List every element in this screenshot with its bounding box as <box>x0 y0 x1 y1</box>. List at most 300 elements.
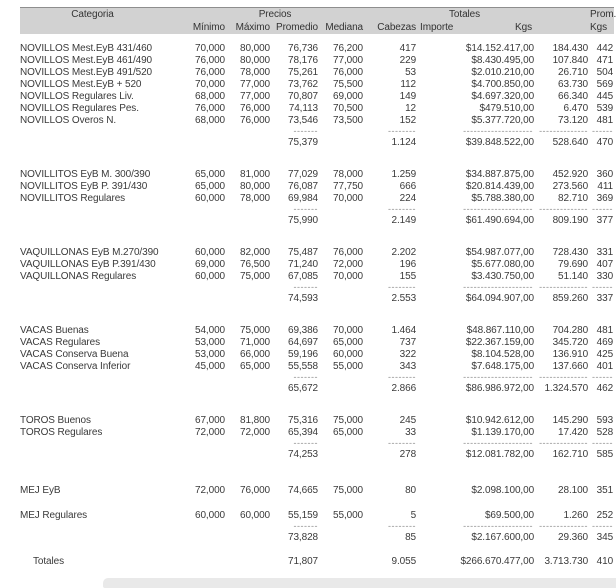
cell-mediana: 77,750 <box>333 181 364 192</box>
cell-categoria: NOVILLOS Regulares Liv. <box>20 91 134 102</box>
cell-mediana: 73,500 <box>333 115 364 126</box>
subtotal-maximo <box>227 136 272 148</box>
separator-row <box>0 126 615 136</box>
subtotal-maximo <box>227 382 272 394</box>
subtotal-importe: $86.986.972,00 <box>465 383 535 394</box>
col-header-promedio: Promedio <box>276 22 318 33</box>
cell-minimo: 60,000 <box>195 271 225 282</box>
subtotal-prom-kgs: 585 <box>596 449 614 460</box>
cell-promedio: 75,487 <box>288 247 318 258</box>
sep-cell-mediana <box>320 521 365 531</box>
cell-minimo: 65,000 <box>195 181 225 192</box>
cell-mediana: 76,200 <box>333 43 364 54</box>
cell-prom-kgs: 411 <box>597 181 614 192</box>
subtotal-kgs: 809.190 <box>552 215 589 226</box>
cell-categoria: VACAS Buenas <box>20 325 89 336</box>
table-row <box>0 414 615 426</box>
sep-cell-minimo <box>185 204 227 214</box>
spacer-cell <box>0 543 615 555</box>
subtotal-row <box>0 448 615 460</box>
cell-kgs: 728.430 <box>552 247 589 258</box>
table-row <box>0 258 615 270</box>
subtotal-categoria <box>0 531 185 543</box>
table-row <box>0 42 615 54</box>
cell-kgs: 184.430 <box>552 43 589 54</box>
subtotal-prom-kgs: 462 <box>596 383 614 394</box>
cell-cabezas: 245 <box>399 415 417 426</box>
cell-kgs: 51.140 <box>558 271 589 282</box>
cell-cabezas: 152 <box>399 115 417 126</box>
totals-mediana <box>320 555 365 567</box>
cell-importe: $1.139.170,00 <box>471 427 535 438</box>
table-row <box>0 54 615 66</box>
subtotal-cabezas: 2.553 <box>391 293 417 304</box>
sep-cell-categoria <box>0 126 185 136</box>
sep-cell-promedio: ------- <box>293 282 318 292</box>
table-row <box>0 90 615 102</box>
subtotal-cabezas: 1.124 <box>391 137 417 148</box>
subtotal-importe: $39.848.522,00 <box>465 137 535 148</box>
subtotal-cabezas: 278 <box>399 449 417 460</box>
cell-promedio: 69,386 <box>288 325 318 336</box>
cell-promedio: 64,697 <box>288 337 318 348</box>
spacer-cell <box>0 460 615 484</box>
spacer-row <box>0 304 615 324</box>
subtotal-minimo <box>185 382 227 394</box>
cell-promedio: 55,159 <box>288 510 318 521</box>
table-header <box>0 7 615 33</box>
spacer-cell <box>0 33 615 42</box>
subtotal-promedio: 75,379 <box>288 137 318 148</box>
sep-cell-categoria <box>0 282 185 292</box>
cell-maximo: 76,000 <box>240 115 270 126</box>
col-header-kgs: Kgs <box>515 22 532 33</box>
sep-cell-mediana <box>320 282 365 292</box>
cell-cabezas: 80 <box>405 485 417 496</box>
cell-mediana: 75,000 <box>333 485 364 496</box>
subtotal-categoria <box>0 136 185 148</box>
col-header-maximo: Máximo <box>235 22 270 33</box>
spacer-cell <box>0 304 615 324</box>
cell-mediana: 76,000 <box>333 67 364 78</box>
cell-promedio: 76,736 <box>288 43 318 54</box>
table-row <box>0 180 615 192</box>
sep-cell-promedio: ------- <box>293 204 318 214</box>
subtotal-row <box>0 136 615 148</box>
totals-prom-kgs: 410 <box>596 556 614 567</box>
cell-importe: $479.510,00 <box>479 103 535 114</box>
cell-mediana: 77,000 <box>333 55 364 66</box>
sep-cell-prom-kgs: ------ <box>592 521 614 531</box>
separator-row <box>0 282 615 292</box>
cell-categoria: NOVILLITOS Regulares <box>20 193 126 204</box>
cell-categoria: TOROS Buenos <box>20 415 91 426</box>
subtotal-kgs: 29.360 <box>558 532 589 543</box>
cell-categoria: VAQUILLONAS EyB P.391/430 <box>20 259 156 270</box>
cell-cabezas: 12 <box>405 103 417 114</box>
cell-mediana: 55,000 <box>333 510 364 521</box>
subtotal-mediana <box>320 136 365 148</box>
cell-importe: $22.367.159,00 <box>465 337 535 348</box>
cell-prom-kgs: 351 <box>596 485 614 496</box>
sep-cell-prom-kgs: ------ <box>592 438 614 448</box>
cell-kgs: 6.470 <box>563 103 589 114</box>
cell-promedio: 70,807 <box>288 91 318 102</box>
subtotal-minimo <box>185 136 227 148</box>
cell-kgs: 79.690 <box>558 259 589 270</box>
separator-row <box>0 438 615 448</box>
sep-cell-cabezas: -------- <box>388 282 417 292</box>
cell-kgs: 17.420 <box>558 427 589 438</box>
subtotal-mediana <box>320 292 365 304</box>
cell-mediana: 78,000 <box>333 169 364 180</box>
cell-minimo: 53,000 <box>195 349 225 360</box>
spacer-row <box>0 226 615 246</box>
cell-importe: $5.377.720,00 <box>471 115 535 126</box>
spacer-row <box>0 394 615 414</box>
cell-categoria: NOVILLOS Mest.EyB 461/490 <box>20 55 153 66</box>
cell-cabezas: 2.202 <box>391 247 417 258</box>
cell-minimo: 68,000 <box>195 115 225 126</box>
cell-minimo: 65,000 <box>195 169 225 180</box>
cell-maximo: 72,000 <box>240 427 270 438</box>
cell-promedio: 74,113 <box>288 103 318 114</box>
cell-mediana: 65,000 <box>333 427 364 438</box>
sep-cell-maximo <box>227 521 272 531</box>
cell-minimo: 68,000 <box>195 91 225 102</box>
cell-promedio: 75,261 <box>288 67 318 78</box>
cell-promedio: 71,240 <box>288 259 318 270</box>
spacer-cell <box>0 394 615 414</box>
table-row <box>0 270 615 282</box>
cell-promedio: 78,176 <box>288 55 318 66</box>
subtotal-kgs: 162.710 <box>552 449 589 460</box>
cell-mediana: 76,000 <box>333 247 364 258</box>
price-table <box>0 7 615 567</box>
header-spacer-kgs <box>535 7 590 20</box>
cell-cabezas: 224 <box>399 193 417 204</box>
subtotal-prom-kgs: 470 <box>596 137 614 148</box>
cell-kgs: 452.920 <box>552 169 589 180</box>
sep-cell-promedio: ------- <box>293 372 318 382</box>
sep-cell-mediana <box>320 204 365 214</box>
sep-cell-promedio: ------- <box>293 438 318 448</box>
bottom-scroll-strip <box>103 578 616 588</box>
cell-kgs: 137.660 <box>552 361 589 372</box>
cell-minimo: 45,000 <box>195 361 225 372</box>
totals-label: Totales <box>33 556 64 567</box>
cell-kgs: 28.100 <box>558 485 589 496</box>
sep-cell-kgs: -------------- <box>539 282 589 292</box>
subtotal-minimo <box>185 531 227 543</box>
cell-maximo: 76,000 <box>240 485 270 496</box>
sep-cell-prom-kgs: ------ <box>592 282 614 292</box>
cell-cabezas: 737 <box>399 337 417 348</box>
cell-prom-kgs: 539 <box>596 103 614 114</box>
cell-prom-kgs: 469 <box>596 337 614 348</box>
subtotal-cabezas: 85 <box>405 532 417 543</box>
cell-minimo: 70,000 <box>195 43 225 54</box>
cell-prom-kgs: 593 <box>596 415 614 426</box>
sep-cell-mediana <box>320 438 365 448</box>
cell-promedio: 77,029 <box>288 169 318 180</box>
cell-mediana: 72,000 <box>333 259 364 270</box>
cell-cabezas: 322 <box>399 349 417 360</box>
spacer-cell <box>0 496 615 509</box>
cell-kgs: 273.560 <box>552 181 589 192</box>
cell-cabezas: 229 <box>399 55 417 66</box>
cell-importe: $69.500,00 <box>484 510 535 521</box>
cell-prom-kgs: 528 <box>596 427 614 438</box>
subtotal-maximo <box>227 214 272 226</box>
sep-cell-promedio: ------- <box>293 521 318 531</box>
table-row <box>0 102 615 114</box>
col-header-mediana: Mediana <box>325 22 364 33</box>
cell-categoria: VACAS Conserva Inferior <box>20 361 131 372</box>
cell-cabezas: 196 <box>399 259 417 270</box>
sep-cell-importe: -------------------- <box>463 282 534 292</box>
table-row <box>0 66 615 78</box>
cell-categoria: NOVILLOS Mest.EyB + 520 <box>20 79 142 90</box>
cell-cabezas: 417 <box>399 43 417 54</box>
totals-importe: $266.670.477,00 <box>460 556 535 567</box>
subtotal-maximo <box>227 531 272 543</box>
cell-maximo: 77,000 <box>240 79 270 90</box>
sep-cell-minimo <box>185 126 227 136</box>
cell-minimo: 72,000 <box>195 427 225 438</box>
cell-categoria: VACAS Conserva Buena <box>20 349 129 360</box>
cell-mediana: 70,500 <box>333 103 364 114</box>
cell-prom-kgs: 425 <box>596 349 614 360</box>
subtotal-categoria <box>0 382 185 394</box>
col-header-minimo: Mínimo <box>192 22 225 33</box>
table-row <box>0 324 615 336</box>
subtotal-promedio: 65,672 <box>288 383 318 394</box>
cell-categoria: VACAS Regulares <box>20 337 101 348</box>
separator-row <box>0 372 615 382</box>
header-row-columns <box>0 20 615 33</box>
table-row <box>0 484 615 496</box>
sep-cell-cabezas: -------- <box>388 438 417 448</box>
cell-maximo: 75,000 <box>240 325 270 336</box>
subtotal-row <box>0 382 615 394</box>
cell-kgs: 1.260 <box>563 510 589 521</box>
cell-kgs: 136.910 <box>552 349 589 360</box>
cell-kgs: 704.280 <box>552 325 589 336</box>
sep-cell-importe: -------------------- <box>463 438 534 448</box>
sep-cell-minimo <box>185 282 227 292</box>
col-header-precios: Precios <box>258 9 292 20</box>
cell-cabezas: 149 <box>399 91 417 102</box>
cell-cabezas: 112 <box>400 79 417 90</box>
cell-promedio: 73,546 <box>288 115 318 126</box>
cell-cabezas: 1.259 <box>391 169 417 180</box>
cell-mediana: 65,000 <box>333 337 364 348</box>
subtotal-minimo <box>185 214 227 226</box>
totals-row <box>0 555 615 567</box>
sep-cell-prom-kgs: ------ <box>592 126 614 136</box>
cell-promedio: 59,196 <box>288 349 318 360</box>
sep-cell-kgs: -------------- <box>539 126 589 136</box>
cell-cabezas: 666 <box>399 181 417 192</box>
subtotal-categoria <box>0 214 185 226</box>
sep-cell-importe: -------------------- <box>463 126 534 136</box>
cell-categoria: MEJ Regulares <box>20 510 88 521</box>
cell-kgs: 107.840 <box>552 55 589 66</box>
subtotal-row <box>0 292 615 304</box>
cell-mediana: 75,500 <box>333 79 364 90</box>
sep-cell-mediana <box>320 126 365 136</box>
cell-maximo: 76,500 <box>240 259 270 270</box>
col-header-categoria: Categoria <box>71 9 114 20</box>
cell-categoria: NOVILLITOS EyB P. 391/430 <box>20 181 148 192</box>
cell-promedio: 69,984 <box>288 193 318 204</box>
cell-importe: $8.430.495,00 <box>471 55 535 66</box>
cell-cabezas: 33 <box>405 427 417 438</box>
cell-importe: $34.887.875,00 <box>465 169 535 180</box>
cell-kgs: 63.730 <box>558 79 589 90</box>
sep-cell-mediana <box>320 372 365 382</box>
header-row-groups <box>0 7 615 20</box>
table-row <box>0 168 615 180</box>
cell-kgs: 145.290 <box>552 415 589 426</box>
cell-categoria: VAQUILLONAS EyB M.270/390 <box>20 247 159 258</box>
cell-promedio: 74,665 <box>288 485 318 496</box>
subtotal-importe: $61.490.694,00 <box>465 215 535 226</box>
subtotal-prom-kgs: 345 <box>596 532 614 543</box>
col-header-totales: Totales <box>449 9 481 20</box>
table-row <box>0 348 615 360</box>
table-row <box>0 426 615 438</box>
table-row <box>0 360 615 372</box>
cell-maximo: 66,000 <box>240 349 270 360</box>
subtotal-kgs: 528.640 <box>552 137 589 148</box>
cell-mediana: 60,000 <box>333 349 364 360</box>
separator-row <box>0 204 615 214</box>
table-row <box>0 78 615 90</box>
sep-cell-promedio: ------- <box>293 126 318 136</box>
subtotal-cabezas: 2.149 <box>391 215 417 226</box>
cell-categoria: NOVILLITOS EyB M. 300/390 <box>20 169 151 180</box>
sep-cell-minimo <box>185 521 227 531</box>
subtotal-kgs: 859.260 <box>552 293 589 304</box>
subtotal-mediana <box>320 214 365 226</box>
sep-cell-importe: -------------------- <box>463 372 534 382</box>
cell-maximo: 80,000 <box>240 181 270 192</box>
cell-prom-kgs: 252 <box>596 510 614 521</box>
cell-minimo: 76,000 <box>195 67 225 78</box>
subtotal-categoria <box>0 292 185 304</box>
cell-promedio: 67,085 <box>288 271 318 282</box>
cell-importe: $2.010.210,00 <box>471 67 535 78</box>
subtotal-promedio: 73,828 <box>288 532 318 543</box>
spacer-cell <box>0 148 615 168</box>
cell-maximo: 81,000 <box>240 169 270 180</box>
cell-importe: $14.152.417,00 <box>465 43 535 54</box>
subtotal-mediana <box>320 448 365 460</box>
subtotal-prom-kgs: 377 <box>596 215 614 226</box>
sep-cell-categoria <box>0 204 185 214</box>
cell-categoria: NOVILLOS Mest.EyB 491/520 <box>20 67 153 78</box>
table-row <box>0 336 615 348</box>
cell-promedio: 76,087 <box>288 181 318 192</box>
cell-maximo: 82,000 <box>240 247 270 258</box>
cell-minimo: 60,000 <box>195 247 225 258</box>
cell-prom-kgs: 330 <box>596 271 614 282</box>
sep-cell-maximo <box>227 282 272 292</box>
cell-importe: $3.430.750,00 <box>471 271 535 282</box>
table-row <box>0 114 615 126</box>
totals-kgs: 3.713.730 <box>544 556 589 567</box>
sep-cell-kgs: -------------- <box>539 372 589 382</box>
sep-cell-cabezas: -------- <box>388 521 417 531</box>
subtotal-importe: $2.167.600,00 <box>471 532 535 543</box>
cell-categoria: NOVILLOS Mest.EyB 431/460 <box>20 43 153 54</box>
totals-cabezas: 9.055 <box>391 556 417 567</box>
sep-cell-importe: -------------------- <box>463 204 534 214</box>
cell-cabezas: 155 <box>399 271 417 282</box>
cell-maximo: 76,000 <box>240 103 270 114</box>
sep-cell-kgs: -------------- <box>539 521 589 531</box>
subtotal-importe: $12.081.782,00 <box>465 449 535 460</box>
cell-prom-kgs: 481 <box>596 325 614 336</box>
cell-kgs: 82.710 <box>558 193 589 204</box>
subtotal-promedio: 75,990 <box>288 215 318 226</box>
sep-cell-prom-kgs: ------ <box>592 372 614 382</box>
cell-prom-kgs: 360 <box>596 169 614 180</box>
sep-cell-prom-kgs: ------ <box>592 204 614 214</box>
cell-minimo: 70,000 <box>195 79 225 90</box>
sep-cell-kgs: -------------- <box>539 204 589 214</box>
subtotal-cabezas: 2.866 <box>391 383 417 394</box>
cell-minimo: 76,000 <box>195 103 225 114</box>
subtotal-mediana <box>320 382 365 394</box>
cell-prom-kgs: 407 <box>596 259 614 270</box>
cell-prom-kgs: 569 <box>596 79 614 90</box>
cell-maximo: 60,000 <box>240 510 270 521</box>
cell-importe: $8.104.528,00 <box>471 349 535 360</box>
cell-promedio: 75,316 <box>288 415 318 426</box>
totals-promedio: 71,807 <box>288 556 318 567</box>
totals-minimo <box>185 555 227 567</box>
subtotal-prom-kgs: 337 <box>596 293 614 304</box>
cell-maximo: 75,000 <box>240 271 270 282</box>
sep-cell-maximo <box>227 372 272 382</box>
sep-cell-importe: -------------------- <box>463 521 534 531</box>
spacer-row <box>0 496 615 509</box>
cell-cabezas: 53 <box>405 67 417 78</box>
subtotal-mediana <box>320 531 365 543</box>
cell-mediana: 55,000 <box>333 361 364 372</box>
cell-mediana: 70,000 <box>333 325 364 336</box>
cell-importe: $4.700.850,00 <box>471 79 535 90</box>
spacer-row <box>0 543 615 555</box>
cell-prom-kgs: 481 <box>596 115 614 126</box>
col-header-importe: Importe <box>420 22 454 33</box>
subtotal-kgs: 1.324.570 <box>544 383 589 394</box>
subtotal-promedio: 74,593 <box>288 293 318 304</box>
cell-mediana: 75,000 <box>333 415 364 426</box>
cell-promedio: 55,558 <box>288 361 318 372</box>
cell-mediana: 69,000 <box>333 91 364 102</box>
subtotal-importe: $64.094.907,00 <box>465 293 535 304</box>
sep-cell-maximo <box>227 126 272 136</box>
sep-cell-cabezas: -------- <box>388 126 417 136</box>
subtotal-row <box>0 214 615 226</box>
cell-minimo: 54,000 <box>195 325 225 336</box>
sep-cell-maximo <box>227 204 272 214</box>
sep-cell-minimo <box>185 438 227 448</box>
